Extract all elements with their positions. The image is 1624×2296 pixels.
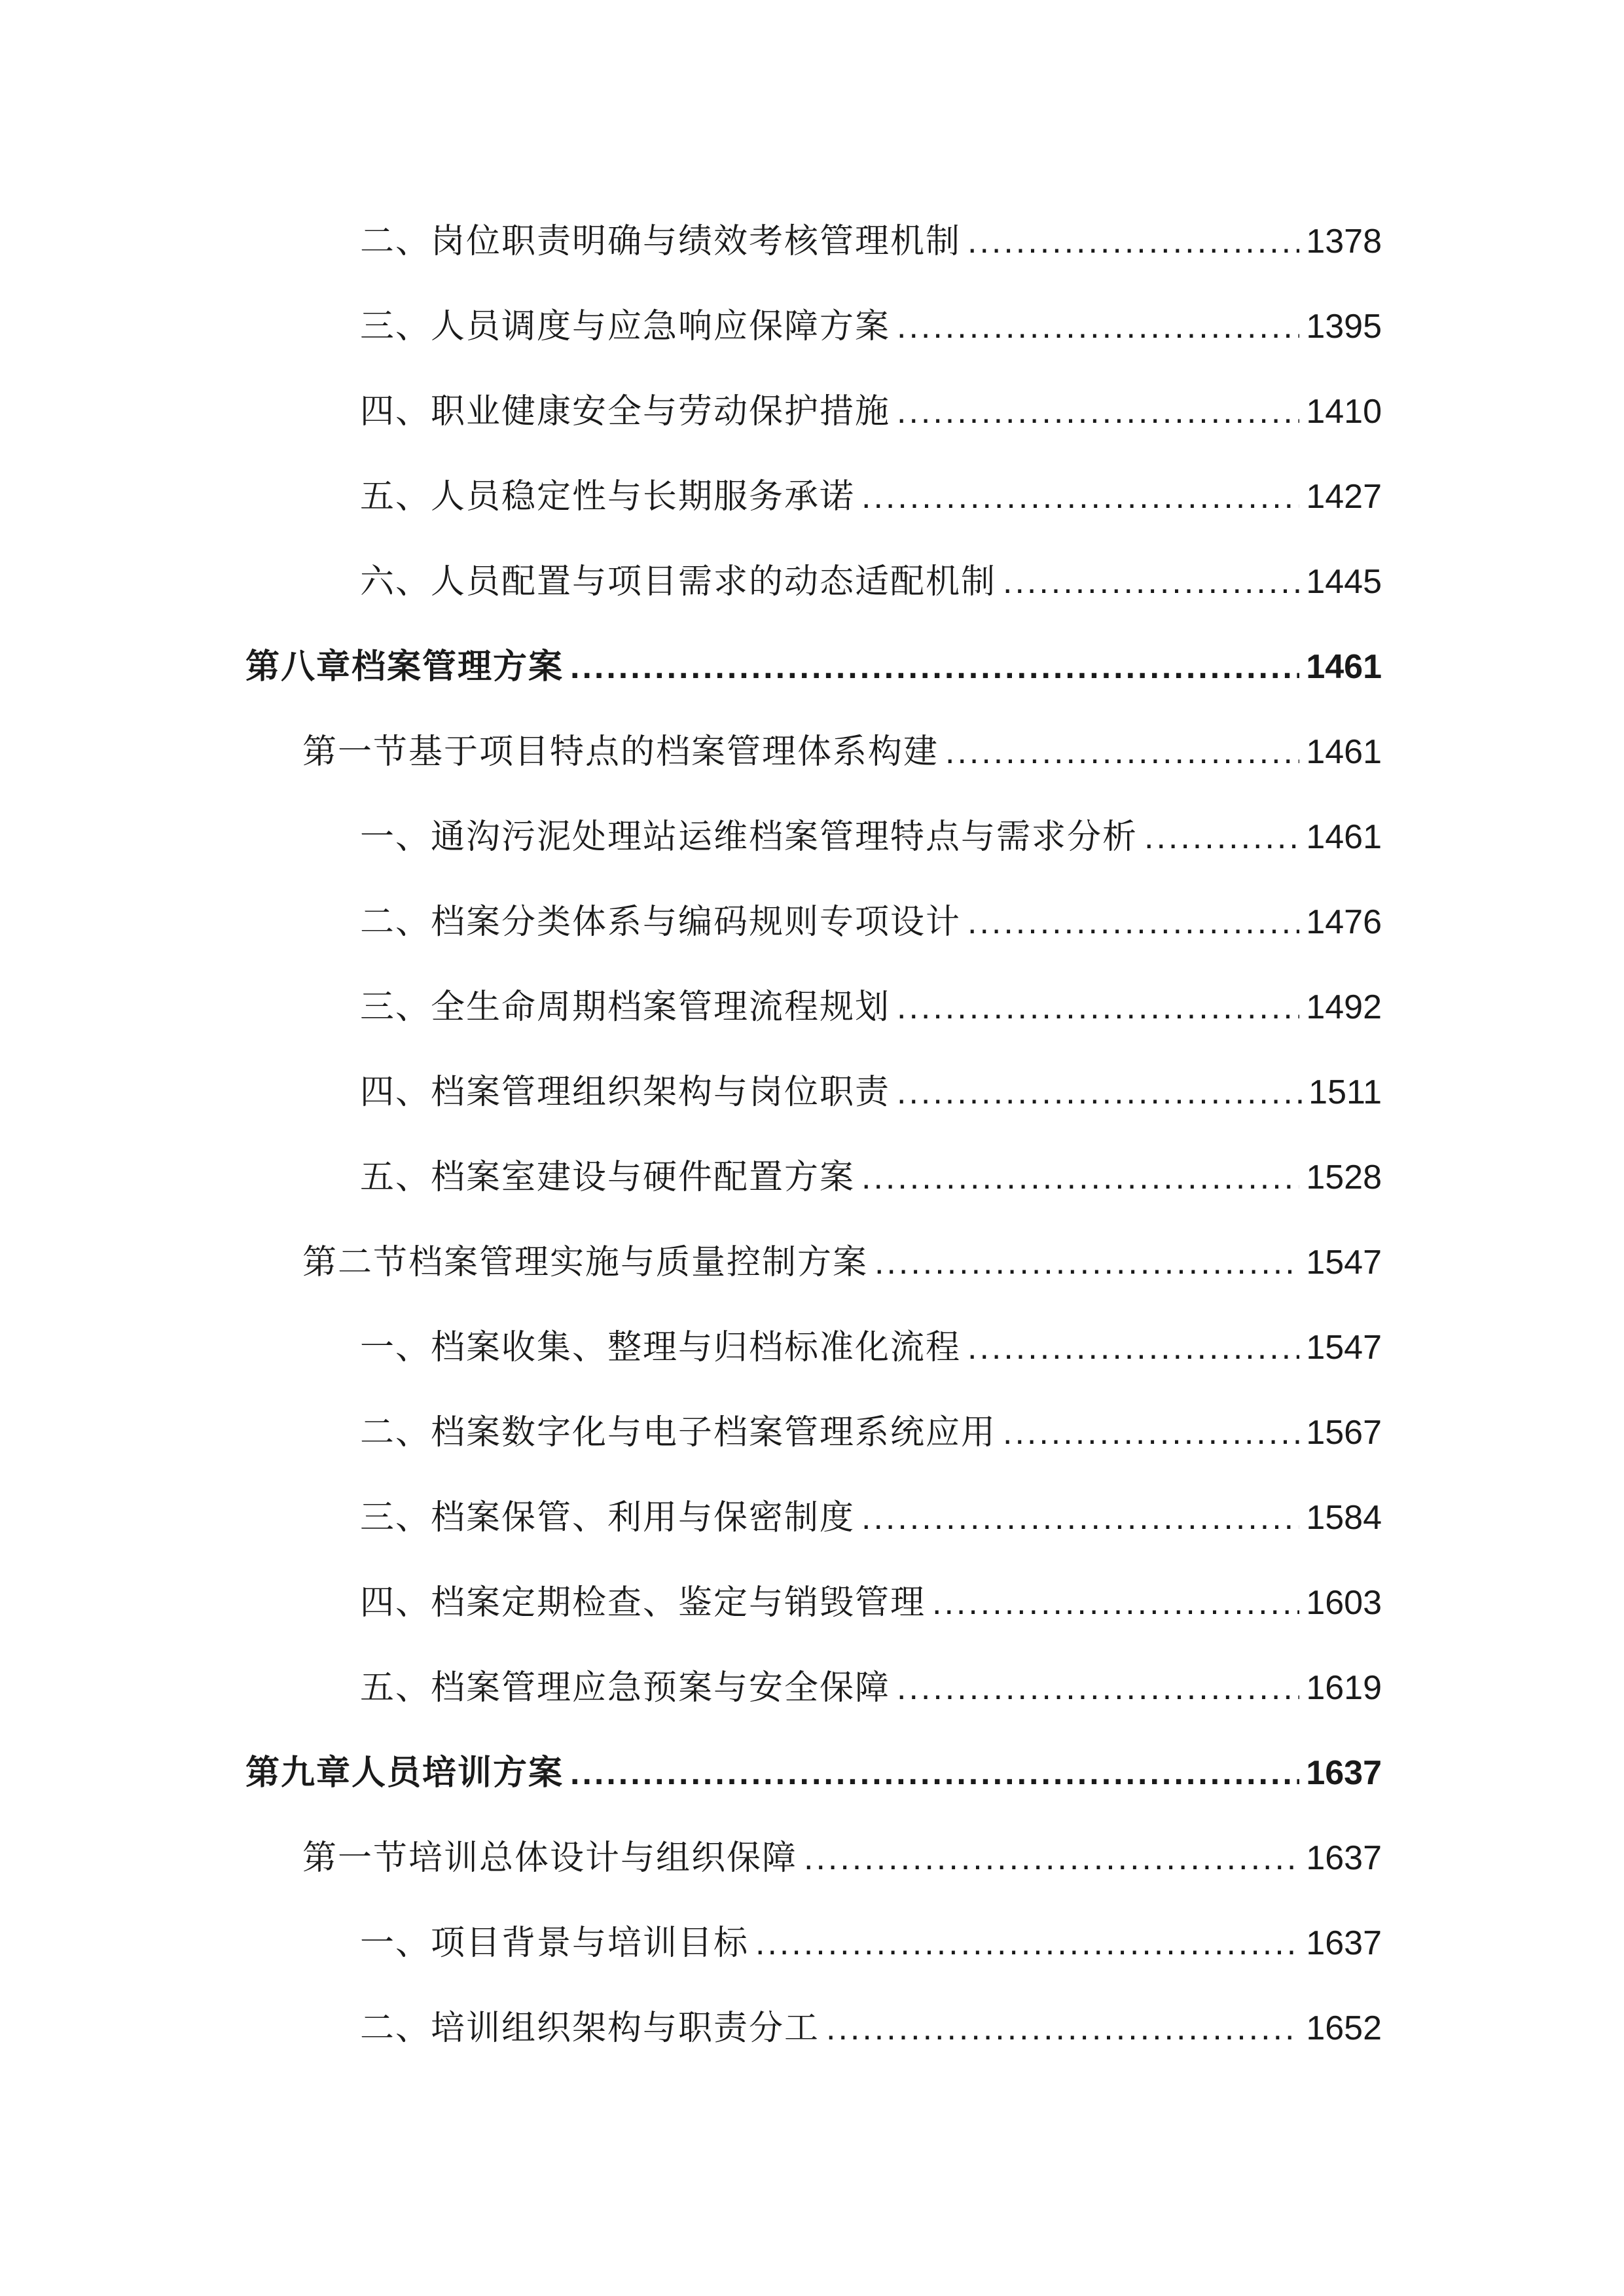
toc-section-entry[interactable] [302,1224,1382,1283]
toc-entry-label: 三、档案保管、利用与保密制度 [360,1498,856,1537]
toc-chapter-entry[interactable] [245,628,1382,687]
toc-entry-page: 1637 [1306,1924,1382,1962]
toc-entry-label: 二、岗位职责明确与绩效考核管理机制 [360,221,962,261]
toc-entry-label: 第九章人员培训方案 [245,1753,564,1793]
dot-leader [897,391,1299,432]
dot-leader [1144,817,1299,857]
toc-entry[interactable] [360,1394,1382,1453]
toc-entry-label: 四、职业健康安全与劳动保护措施 [360,391,891,431]
toc-section-entry[interactable] [302,1820,1382,1878]
toc-entry-page: 1445 [1306,562,1382,601]
toc-entry-label: 一、项目背景与培训目标 [360,1923,749,1963]
toc-entry[interactable] [360,288,1382,347]
dot-leader [932,1583,1299,1623]
toc-entry-label: 三、人员调度与应急响应保障方案 [360,306,891,346]
toc-entry-page: 1547 [1306,1243,1382,1282]
toc-entry[interactable] [360,1479,1382,1538]
toc-entry-page: 1410 [1306,392,1382,431]
toc-entry-page: 1637 [1306,1839,1382,1877]
dot-leader [861,1498,1299,1538]
dot-leader [897,306,1299,347]
toc-entry[interactable] [360,1054,1382,1113]
toc-entry-label: 第一节培训总体设计与组织保障 [302,1838,798,1878]
toc-entry-page: 1461 [1306,647,1382,686]
toc-entry-page: 1652 [1306,2009,1382,2047]
toc-entry[interactable] [360,458,1382,517]
toc-entry-label: 五、档案管理应急预案与安全保障 [360,1668,891,1708]
toc-entry-label: 四、档案定期检查、鉴定与销毁管理 [360,1583,926,1623]
toc-entry-label: 第八章档案管理方案 [245,647,564,687]
toc-entry-page: 1637 [1306,1753,1382,1792]
toc-entry-page: 1567 [1306,1413,1382,1452]
toc-entry-label: 一、通沟污泥处理站运维档案管理特点与需求分析 [360,817,1138,857]
toc-entry-label: 五、人员稳定性与长期服务承诺 [360,476,856,516]
toc-entry-label: 一、档案收集、整理与归档标准化流程 [360,1327,962,1367]
toc-entry-page: 1603 [1306,1583,1382,1622]
dot-leader [967,221,1299,262]
dot-leader [875,1242,1299,1283]
toc-entry-page: 1584 [1306,1498,1382,1537]
toc-entry-page: 1461 [1306,817,1382,856]
toc-entry-label: 三、全生命周期档案管理流程规划 [360,987,891,1027]
toc-entry[interactable] [360,1990,1382,2049]
dot-leader [570,1753,1299,1793]
toc-chapter-entry[interactable] [245,1734,1382,1793]
toc-entry-page: 1476 [1306,903,1382,941]
dot-leader [1003,562,1299,602]
toc-entry-label: 第二节档案管理实施与质量控制方案 [302,1242,869,1282]
dot-leader [861,1157,1299,1198]
dot-leader [826,2008,1299,2049]
dot-leader [945,732,1299,772]
toc-entry-label: 五、档案室建设与硬件配置方案 [360,1157,856,1197]
dot-leader [755,1923,1299,1964]
dot-leader [570,647,1299,687]
toc-entry-label: 第一节基于项目特点的档案管理体系构建 [302,732,939,772]
toc-entry-page: 1378 [1306,222,1382,260]
toc-entry-label: 二、档案数字化与电子档案管理系统应用 [360,1412,997,1452]
dot-leader [967,1327,1299,1368]
toc-entry-page: 1528 [1306,1158,1382,1196]
toc-entry-page: 1547 [1306,1328,1382,1367]
toc-entry[interactable] [360,1905,1382,1964]
dot-leader [804,1838,1299,1878]
toc-entry[interactable] [360,543,1382,602]
dot-leader [897,1668,1299,1708]
dot-leader [897,1072,1302,1113]
toc-entry[interactable] [360,203,1382,262]
dot-leader [861,476,1299,517]
toc-entry-label: 二、培训组织架构与职责分工 [360,2008,820,2048]
toc-entry-label: 六、人员配置与项目需求的动态适配机制 [360,562,997,601]
toc-entry[interactable] [360,969,1382,1028]
toc-entry[interactable] [360,1649,1382,1708]
dot-leader [1003,1412,1299,1453]
toc-entry-page: 1511 [1308,1073,1382,1111]
toc-entry[interactable] [360,1564,1382,1623]
toc-entry[interactable] [360,1309,1382,1368]
toc-entry[interactable] [360,373,1382,432]
toc-entry[interactable] [360,884,1382,942]
toc-entry-page: 1427 [1306,477,1382,516]
toc-entry-page: 1492 [1306,988,1382,1026]
toc-entry-page: 1395 [1306,307,1382,346]
dot-leader [967,902,1299,942]
toc-entry-page: 1619 [1306,1668,1382,1707]
toc-section-entry[interactable] [302,713,1382,772]
toc-entry-page: 1461 [1306,732,1382,771]
toc-entry[interactable] [360,1139,1382,1198]
dot-leader [897,987,1299,1028]
toc-entry-label: 二、档案分类体系与编码规则专项设计 [360,902,962,942]
toc-entry-label: 四、档案管理组织架构与岗位职责 [360,1072,891,1112]
toc-entry[interactable] [360,798,1382,857]
